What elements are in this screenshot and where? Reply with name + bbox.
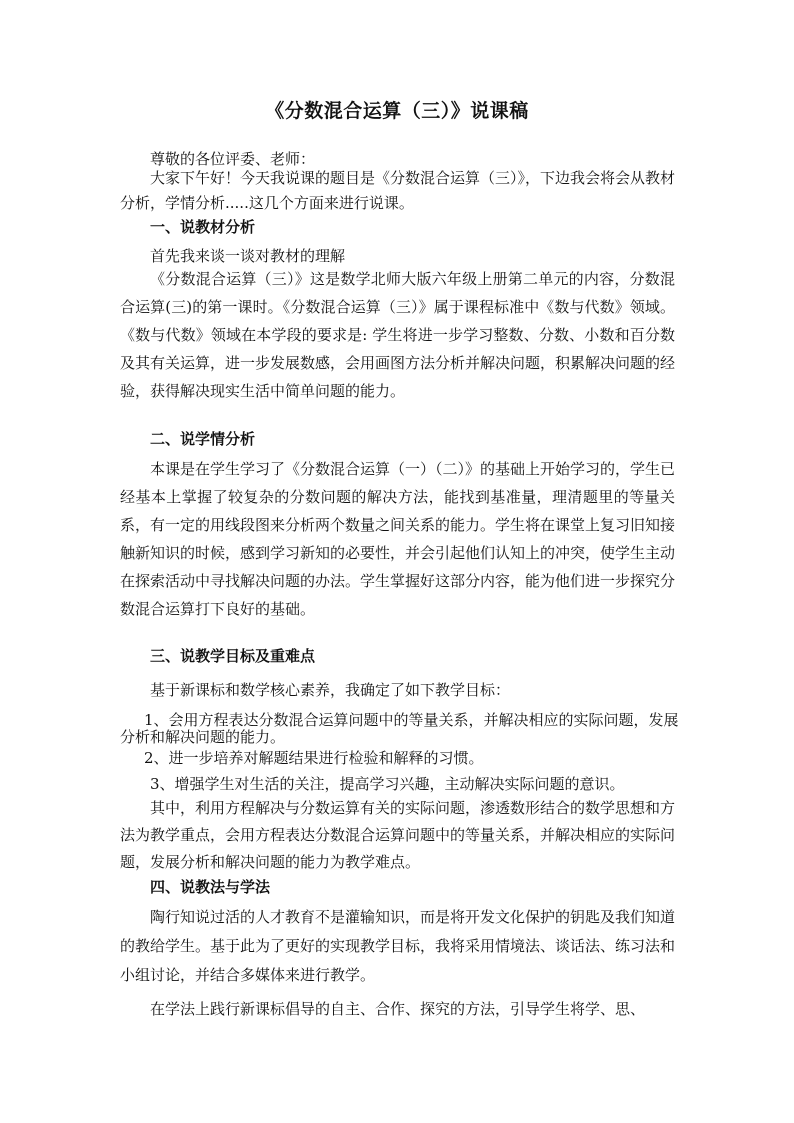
objectives-lead: 基于新课标和数学核心素养，我确定了如下教学目标： (150, 681, 511, 699)
section-heading-objectives: 三、说教学目标及重难点 (150, 647, 316, 665)
key-difficult-points: 其中，利用方程解决与分数运算有关的实际问题，渗透数形结合的数学思想和方法为教学重点，会用方程表达分数混合运算问题中的等量关系，并解决相应的实际问题，发展分析和解决问题的能力为教学难点。 (120, 799, 676, 871)
section-heading-methods: 四、说教法与学法 (150, 878, 271, 896)
document-title: 《分数混合运算（三）》说课稿 (265, 100, 529, 122)
objective-3: 3、增强学生对生活的关注，提高学习兴趣，主动解决实际问题的意识。 (150, 775, 625, 793)
section-heading-textbook: 一、说教材分析 (150, 218, 256, 236)
students-paragraph: 本课是在学生学习了《分数混合运算（一）（二）》的基础上开始学习的，学生已经基本上掌握了较复杂的分数问题的解决方法，能找到基准量，理清题里的等量关系，有一定的用线段图来分析两个数量之间关系的能力。学生将在课堂上复习旧知接触新知识的时候，感到学习新知的必要性，并会引起他们认知上的冲突，使学生主动在探索活动中寻找解决问题的办法。学生掌握好这部分内容，能为他们进一步探究分数混合运算打下良好的基础。 (120, 460, 676, 618)
section-heading-students: 二、说学情分析 (150, 430, 256, 448)
objective-2: 2、进一步培养对解题结果进行检验和解释的习惯。 (144, 749, 484, 767)
greeting: 尊敬的各位评委、老师： (150, 150, 316, 168)
intro-paragraph: 大家下午好！今天我说课的题目是《分数混合运算（三）》，下边我会将会从教材分析，学情分析.....这几个方面来进行说课。 (120, 169, 676, 212)
objective-1: 1、会用方程表达分数混合运算问题中的等量关系，并解决相应的实际问题，发展分析和解决问题的能力。 (120, 711, 679, 746)
learning-methods-paragraph: 在学法上践行新课标倡导的自主、合作、探究的方法，引导学生将学、思、 (150, 1000, 646, 1018)
textbook-lead: 首先我来谈一谈对教材的理解 (150, 247, 346, 265)
methods-paragraph: 陶行知说过活的人才教育不是灌输知识，而是将开发文化保护的钥匙及我们知道的教给学生。基于此为了更好的实现教学目标，我将采用情境法、谈话法、练习法和小组讨论，并结合多媒体来进行教学。 (120, 908, 676, 984)
textbook-paragraph: 《分数混合运算（三）》这是数学北师大版六年级上册第二单元的内容，分数混合运算(三)的第一课时。《分数混合运算（三）》属于课程标准中《数与代数》领域。《数与代数》领域在本学段的要求是: 学生将进一步学习整数、分数、小数和百分数及其有关运算，进一步发展数感，会用画图方法分析并解决问题，积累解决问题的经验，获得解决现实生活中简单问题的能力。 (120, 270, 676, 400)
